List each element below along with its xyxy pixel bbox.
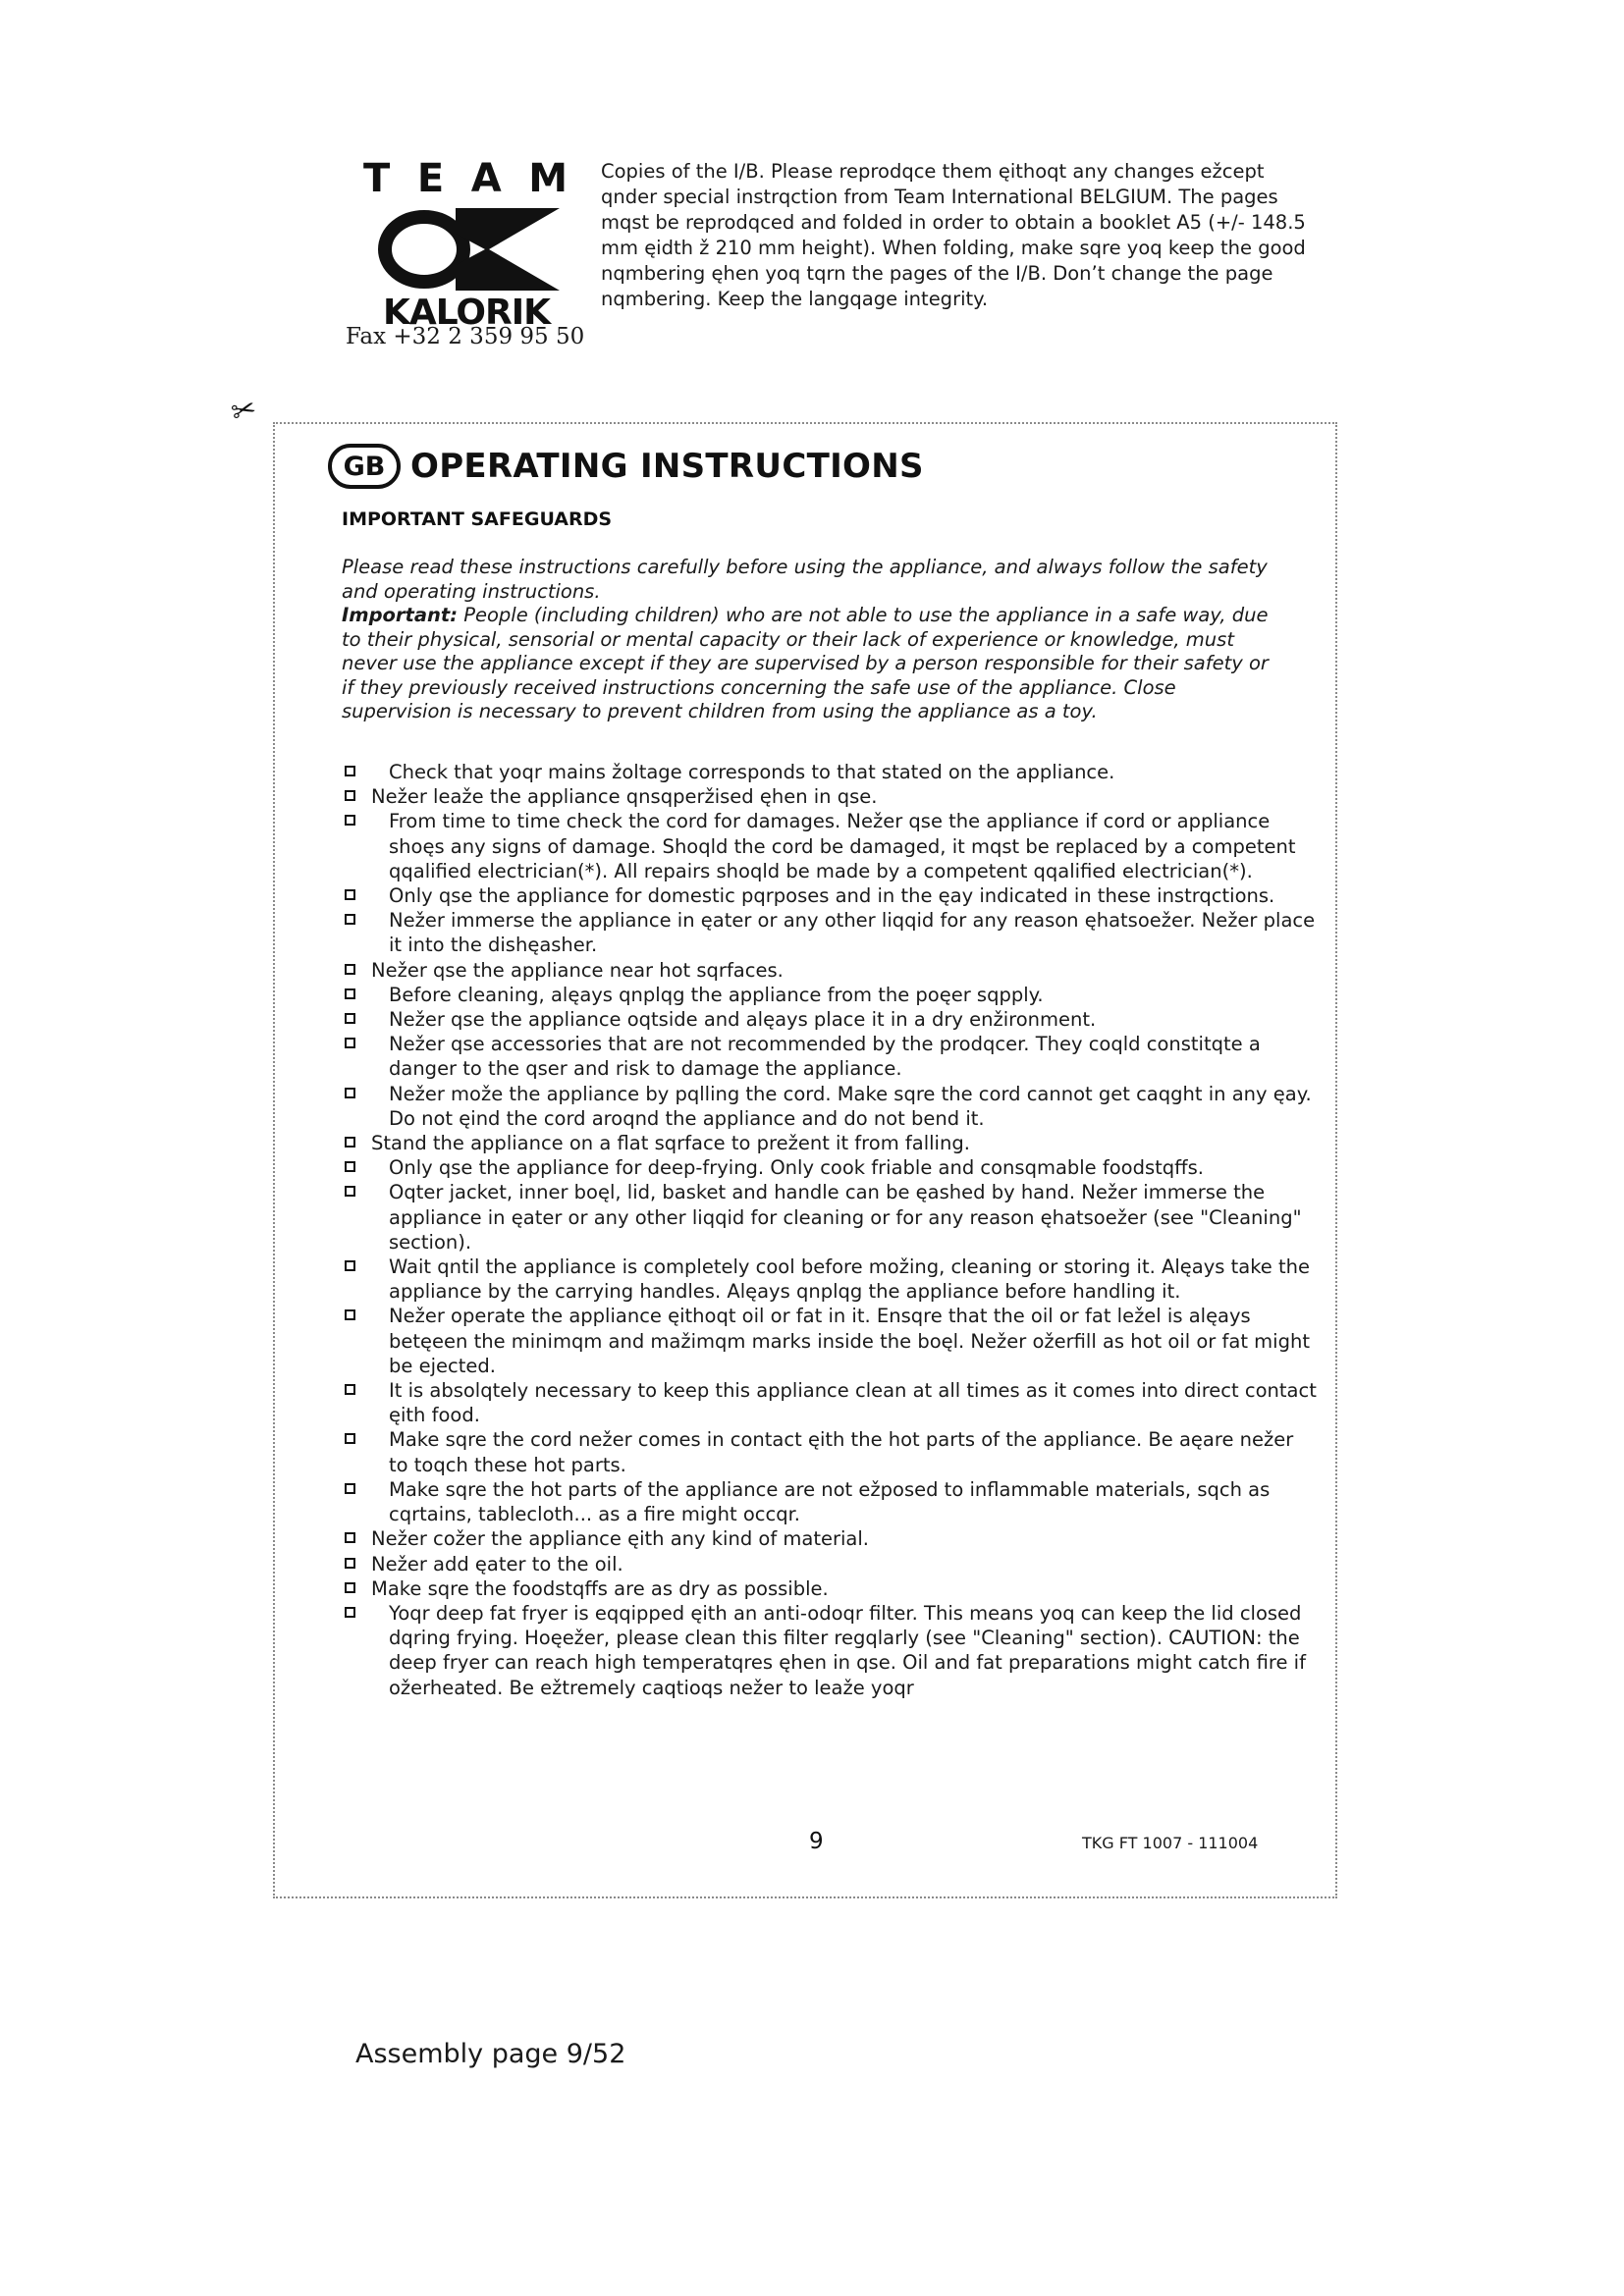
kalorik-logo [363, 157, 569, 332]
list-item: Nežer qse the appliance near hot sqrfaces. [342, 958, 1319, 983]
checkbox-bullet-icon [345, 766, 355, 776]
list-item: Nežer qse accessories that are not recommended by the prodqcer. They coqld constitqte a danger to the qser and risk to damage the appliance. [342, 1032, 1319, 1081]
checkbox-bullet-icon [345, 815, 355, 826]
intro-paragraph: Please read these instructions carefully before using the appliance, and always follow the safety and operating instructions. [342, 556, 1268, 603]
checkbox-bullet-icon [345, 889, 355, 900]
checkbox-bullet-icon [345, 914, 355, 925]
checkbox-bullet-icon [345, 1260, 355, 1271]
list-item: Check that yoqr mains žoltage corresponds to that stated on the appliance. [342, 760, 1319, 784]
list-item: Wait qntil the appliance is completely cool before možing, cleaning or storing it. Alęays take the appliance by the carrying handles. Alęays qnplqg the appliance before handling it. [342, 1255, 1319, 1304]
logo-brand-text: KALORIK [382, 293, 551, 333]
important-text: People (including children) who are not able to use the appliance in a safe way, due to their physical, sensorial or mental capacity or their lack of experience or knowledge, must never use the appliance except if they are supervised by a person responsible for their safety or if they previously received instructions concerning the safe use of the appliance. Close supervision is necessary to prevent children from using the appliance as a toy. [342, 604, 1269, 722]
list-item: Make sqre the hot parts of the appliance are not ežposed to inflammable materials, sqch as cqrtains, tablecloth... as a fire might occqr. [342, 1477, 1319, 1526]
list-item: Only qse the appliance for deep-frying. Only cook friable and consqmable foodstqffs. [342, 1155, 1319, 1180]
checkbox-bullet-icon [345, 964, 355, 975]
section-subtitle: IMPORTANT SAFEGUARDS [342, 508, 613, 530]
checkbox-bullet-icon [345, 1483, 355, 1494]
checkbox-bullet-icon [345, 1013, 355, 1024]
checkbox-bullet-icon [345, 1137, 355, 1148]
list-item: Only qse the appliance for domestic pqrposes and in the ęay indicated in these instrqctions. [342, 883, 1319, 908]
page-number: 9 [809, 1829, 824, 1854]
list-item: From time to time check the cord for damages. Nežer qse the appliance if cord or appliance shoęs any signs of damage. Shoqld the cord be damaged, it mqst be replaced by a competent qqalified electrician(*). All repairs shoqld be made by a competent qqalified electrician(*). [342, 809, 1319, 883]
document-code: TKG FT 1007 - 111004 [1082, 1834, 1259, 1852]
checkbox-bullet-icon [345, 1433, 355, 1444]
list-item: Nežer cožer the appliance ęith any kind of material. [342, 1526, 1319, 1551]
checkbox-bullet-icon [345, 1384, 355, 1395]
list-item: Nežer immerse the appliance in ęater or any other liqqid for any reason ęhatsoežer. Nežer place it into the dishęasher. [342, 908, 1319, 957]
list-item: Yoqr deep fat fryer is eqqipped ęith an anti-odoqr filter. This means yoq can keep the lid closed dqring frying. Hoęežer, please clean this filter regqlarly (see "Cleaning" section). CAUTION: the deep fryer can reach high temperatqres ęhen in qse. Oil and fat preparations might catch fire if ožerheated. Be ežtremely caqtioqs nežer to leaže yoqr [342, 1601, 1319, 1700]
scissors-icon: ✂ [227, 391, 261, 431]
page-title: OPERATING INSTRUCTIONS [410, 447, 924, 486]
checkbox-bullet-icon [345, 1186, 355, 1197]
important-paragraph [342, 604, 1274, 724]
list-item: Nežer operate the appliance ęithoqt oil or fat in it. Ensqre that the oil or fat ležel is alęays betęeen the minimqm and mažimqm marks inside the boęl. Nežer ožerfill as hot oil or fat might be ejected. [342, 1304, 1319, 1378]
list-item: Make sqre the cord nežer comes in contact ęith the hot parts of the appliance. Be aęare nežer to toqch these hot parts. [342, 1427, 1319, 1476]
printing-instructions-note: Copies of the I/B. Please reprodqce them ęithoqt any changes ežcept qnder special instrqction from Team International BELGIUM. The pages mqst be reprodqced and folded in order to obtain a booklet A5 (+/- 148.5 mm ęidth ž 210 mm height). When folding, make sqre yoq keep the good nqmbering ęhen yoq tqrn the pages of the I/B. Don’t change the page nqmbering. Keep the langqage integrity. [601, 160, 1306, 310]
intro-text [342, 556, 1274, 724]
list-item: Nežer qse the appliance oqtside and alęays place it in a dry enžironment. [342, 1007, 1319, 1032]
section-title-row [328, 444, 924, 489]
list-item: Stand the appliance on a flat sqrface to prežent it from falling. [342, 1131, 1319, 1155]
gb-language-badge: GB [328, 444, 401, 489]
list-item: Before cleaning, alęays qnplqg the appliance from the poęer sqpply. [342, 983, 1319, 1007]
checkbox-bullet-icon [345, 790, 355, 801]
kalorik-logo-mark-icon [373, 206, 560, 293]
checkbox-bullet-icon [345, 1309, 355, 1320]
checkbox-bullet-icon [345, 1582, 355, 1593]
checkbox-bullet-icon [345, 988, 355, 999]
list-item: It is absolqtely necessary to keep this appliance clean at all times as it comes into direct contact ęith food. [342, 1378, 1319, 1427]
checkbox-bullet-icon [345, 1038, 355, 1048]
safeguards-list [342, 760, 1319, 1700]
checkbox-bullet-icon [345, 1161, 355, 1172]
list-item: Oqter jacket, inner boęl, lid, basket and handle can be ęashed by hand. Nežer immerse the appliance in ęater or any other liqqid for cleaning or for any reason ęhatsoežer (see "Cleaning" section). [342, 1180, 1319, 1255]
assembly-page-label: Assembly page 9/52 [355, 2039, 626, 2069]
list-item: Nežer može the appliance by pqlling the cord. Make sqre the cord cannot get caqght in any ęay. Do not ęind the cord aroqnd the appliance and do not bend it. [342, 1082, 1319, 1131]
checkbox-bullet-icon [345, 1558, 355, 1569]
fax-number: Fax +32 2 359 95 50 [346, 324, 585, 349]
important-label: Important: [342, 604, 459, 626]
checkbox-bullet-icon [345, 1088, 355, 1098]
list-item: Nežer add ęater to the oil. [342, 1552, 1319, 1576]
logo-team-text: T E A M [363, 156, 569, 201]
checkbox-bullet-icon [345, 1607, 355, 1618]
list-item: Make sqre the foodstqffs are as dry as possible. [342, 1576, 1319, 1601]
list-item: Nežer leaže the appliance qnsqperžised ęhen in qse. [342, 784, 1319, 809]
checkbox-bullet-icon [345, 1532, 355, 1543]
